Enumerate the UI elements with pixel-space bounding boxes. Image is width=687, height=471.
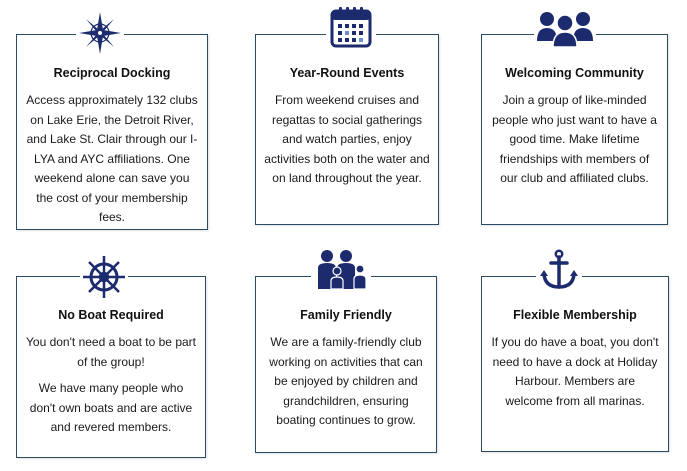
calendar-icon xyxy=(326,4,376,50)
card-text: From weekend cruises and regattas to social gatherings and watch parties, enjoy activities both on the water and on land throughout the year. xyxy=(264,93,430,185)
card-title: Year-Round Events xyxy=(289,66,405,80)
anchor-icon xyxy=(536,248,582,292)
feature-card-flexible-membership xyxy=(481,276,669,452)
compass-rose-icon xyxy=(76,10,124,56)
feature-card-welcoming-community xyxy=(481,34,668,225)
card-text: You don't need a boat to be part of the group! xyxy=(26,335,196,369)
ship-wheel-icon xyxy=(80,254,128,300)
card-text: Access approximately 132 clubs on Lake Erie, the Detroit River, and Lake St. Clair through our I-LYA and AYC affiliations. One weekend alone can save you the cost of your membership fees. xyxy=(26,93,198,224)
card-title: Family Friendly xyxy=(300,308,392,322)
card-title: Flexible Membership xyxy=(513,308,637,322)
feature-card-reciprocal-docking xyxy=(16,34,208,230)
card-text: If you do have a boat, you don't need to have a dock at Holiday Harbour. Members are welcome from all marinas. xyxy=(491,335,659,408)
card-text: We are a family-friendly club working on activities that can be enjoyed by children and grandchildren, ensuring boating continues to grow. xyxy=(269,335,423,427)
card-title: No Boat Required xyxy=(58,308,164,322)
group-people-icon xyxy=(534,8,596,48)
card-text: We have many people who don't own boats and are active and revered members. xyxy=(29,381,193,434)
family-icon xyxy=(311,248,371,290)
feature-card-year-round-events xyxy=(255,34,439,225)
card-text: Join a group of like-minded people who just want to have a good time. Make lifetime friendships with members of our club and affiliated clubs. xyxy=(492,93,657,185)
feature-card-family-friendly xyxy=(255,276,437,453)
card-title: Welcoming Community xyxy=(505,66,644,80)
feature-card-no-boat-required xyxy=(16,276,206,458)
card-title: Reciprocal Docking xyxy=(53,66,171,80)
